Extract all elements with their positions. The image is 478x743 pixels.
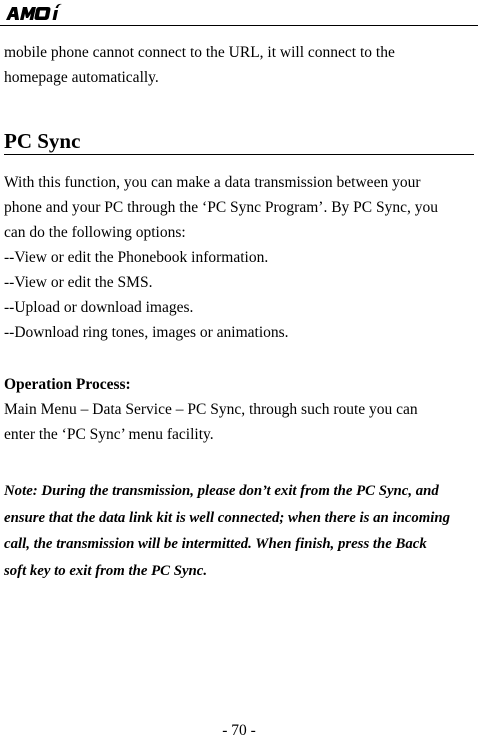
option-sms: --View or edit the SMS.	[4, 274, 153, 291]
note-line: ensure that the data link kit is well connected; when there is an incoming	[4, 509, 451, 526]
description-line: can do the following options:	[4, 224, 186, 241]
option-images: --Upload or download images.	[4, 299, 194, 316]
description-paragraph	[4, 170, 474, 345]
operation-line: enter the ‘PC Sync’ menu facility.	[4, 426, 214, 443]
description-line: phone and your PC through the ‘PC Sync Program’. By PC Sync, you	[4, 199, 438, 216]
intro-line-1: mobile phone cannot connect to the URL, it will connect to the	[4, 44, 395, 61]
operation-heading: Operation Process:	[4, 376, 131, 393]
section-title: PC Sync	[4, 128, 474, 155]
header-rule	[0, 25, 478, 26]
operation-line: Main Menu – Data Service – PC Sync, through such route you can	[4, 401, 418, 418]
description-line: With this function, you can make a data transmission between your	[4, 174, 421, 191]
operation-paragraph	[4, 397, 474, 447]
note-line: soft key to exit from the PC Sync.	[4, 562, 208, 579]
option-phonebook: --View or edit the Phonebook information.	[4, 249, 269, 266]
amoi-logo-icon	[4, 2, 64, 22]
note-line: call, the transmission will be intermitted. When finish, press the Back	[4, 536, 427, 552]
option-ringtones: --Download ring tones, images or animations.	[4, 324, 289, 341]
note-line: Note: During the transmission, please don’t exit from the PC Sync, and	[4, 483, 439, 499]
note-paragraph	[4, 478, 478, 584]
page-number: - 70 -	[222, 722, 256, 739]
page-header	[0, 0, 478, 27]
intro-paragraph	[4, 40, 474, 90]
intro-line-2: homepage automatically.	[4, 69, 159, 86]
